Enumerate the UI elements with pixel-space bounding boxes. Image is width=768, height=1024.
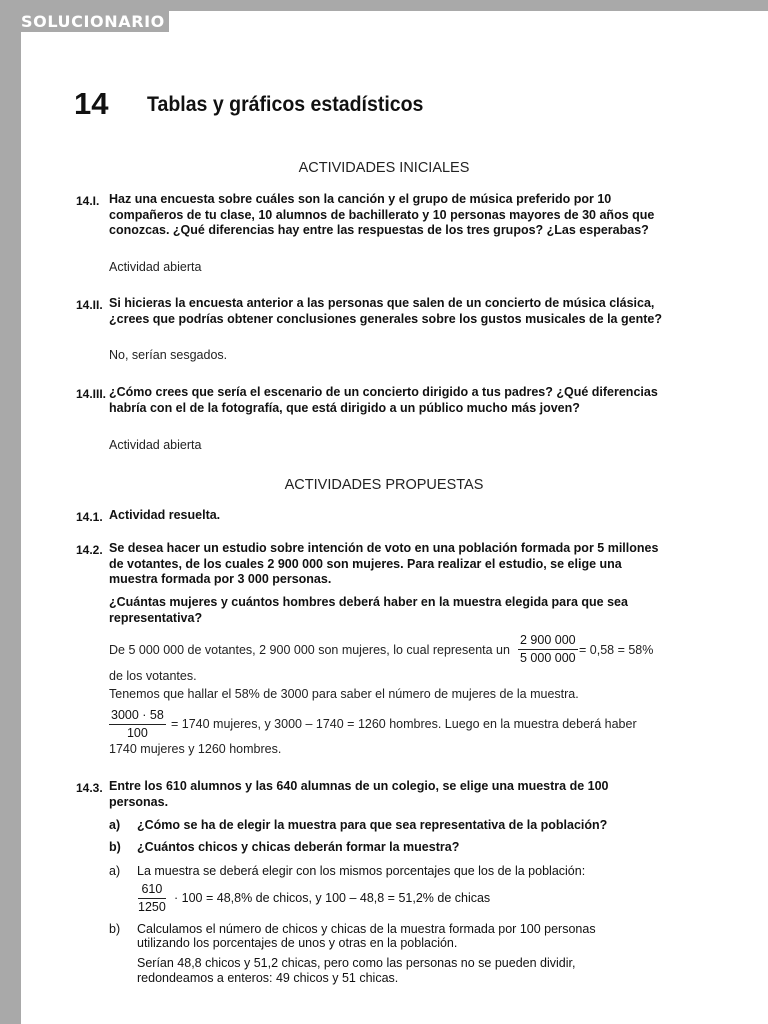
fraction-numerator: 3000 · 58 <box>109 708 166 725</box>
header-tab-label: SOLUCIONARIO <box>21 12 165 31</box>
answer-line: de los votantes. <box>109 669 197 683</box>
section-heading-propuestas: ACTIVIDADES PROPUESTAS <box>284 477 484 493</box>
chapter-number: 14 <box>74 86 109 121</box>
answer-line: redondeamos a enteros: 49 chicos y 51 chicas. <box>137 971 399 985</box>
activity-question: Haz una encuesta sobre cuáles son la canción y el grupo de música preferido por 10 compañeros de tu clase, 10 alumnos de bachillerato y 10 personas mayores de 30 años que conozcas. ¿Qué diferencias hay entre las respuestas de los tres grupos? ¿Las esperabas? <box>109 192 655 237</box>
header-tab <box>21 11 169 32</box>
answer-label: a) <box>109 864 121 878</box>
fraction <box>109 708 166 741</box>
activity-question: ¿Cómo crees que sería el escenario de un concierto dirigido a tus padres? ¿Qué diferencias habría con el de la fotografía, que está dirigido a un público mucho más joven? <box>109 385 658 415</box>
activity-question: Entre los 610 alumnos y las 640 alumnas de un colegio, se elige una muestra de 100 personas. <box>109 779 609 809</box>
answer-line: utilizando los porcentajes de unos y otras en la población. <box>137 936 458 950</box>
activity-subquestion: ¿Cuántas mujeres y cuántos hombres deberá haber en la muestra elegida para que sea representativa? <box>109 595 628 625</box>
answer-line: Calculamos el número de chicos y chicas de la muestra formada por 100 personas <box>137 922 596 936</box>
answer-label: b) <box>109 922 121 936</box>
activity-answer: Actividad abierta <box>109 260 202 274</box>
activity-answer: Actividad abierta <box>109 438 202 452</box>
fraction-denominator: 5 000 000 <box>520 651 576 665</box>
answer-line: = 1740 mujeres, y 3000 – 1740 = 1260 hombres. Luego en la muestra deberá haber <box>171 717 637 731</box>
activity-number: 14.I. <box>76 194 100 208</box>
fraction-denominator: 1250 <box>138 900 166 914</box>
answer-line: Serían 48,8 chicos y 51,2 chicas, pero como las personas no se pueden dividir, <box>137 956 576 970</box>
top-bar <box>0 0 768 11</box>
answer-line: 1740 mujeres y 1260 hombres. <box>109 742 282 756</box>
activity-number: 14.III. <box>76 387 107 401</box>
activity-question: Actividad resuelta. <box>109 508 221 522</box>
subquestion-label: a) <box>109 818 121 832</box>
chapter-title: Tablas y gráficos estadísticos <box>147 93 424 116</box>
answer-line: · 100 = 48,8% de chicos, y 100 – 48,8 = 51,2% de chicas <box>174 891 491 905</box>
activity-number: 14.II. <box>76 298 103 312</box>
activity-number: 14.1. <box>76 510 103 524</box>
activity-question: Se desea hacer un estudio sobre intención de voto en una población formada por 5 millones de votantes, de los cuales 2 900 000 son mujeres. Para realizar el estudio, se elige una muestra formada por 3 000 personas. <box>109 541 659 586</box>
activity-number: 14.2. <box>76 543 103 557</box>
activity-number: 14.3. <box>76 781 103 795</box>
fraction-numerator: 610 <box>138 882 166 899</box>
fraction-denominator: 100 <box>126 726 148 740</box>
subquestion-label: b) <box>109 840 121 854</box>
section-heading-iniciales: ACTIVIDADES INICIALES <box>298 160 470 176</box>
fraction <box>138 882 166 915</box>
answer-line: = 0,58 = 58% <box>579 643 654 657</box>
subquestion: ¿Cuántos chicos y chicas deberán formar la muestra? <box>137 840 460 854</box>
subquestion: ¿Cómo se ha de elegir la muestra para que sea representativa de la población? <box>137 818 608 832</box>
activity-question: Si hicieras la encuesta anterior a las personas que salen de un concierto de música clásica, ¿crees que podrías obtener conclusiones generales sobre los gustos musicales de la gente? <box>109 296 662 326</box>
answer-line: Tenemos que hallar el 58% de 3000 para saber el número de mujeres de la muestra. <box>109 687 579 701</box>
fraction-numerator: 2 900 000 <box>518 633 578 650</box>
answer-line: De 5 000 000 de votantes, 2 900 000 son mujeres, lo cual representa un <box>109 643 510 657</box>
answer-line: La muestra se deberá elegir con los mismos porcentajes que los de la población: <box>137 864 586 878</box>
activity-answer: No, serían sesgados. <box>109 348 228 362</box>
left-margin-bar <box>0 0 21 1024</box>
fraction <box>518 633 578 666</box>
